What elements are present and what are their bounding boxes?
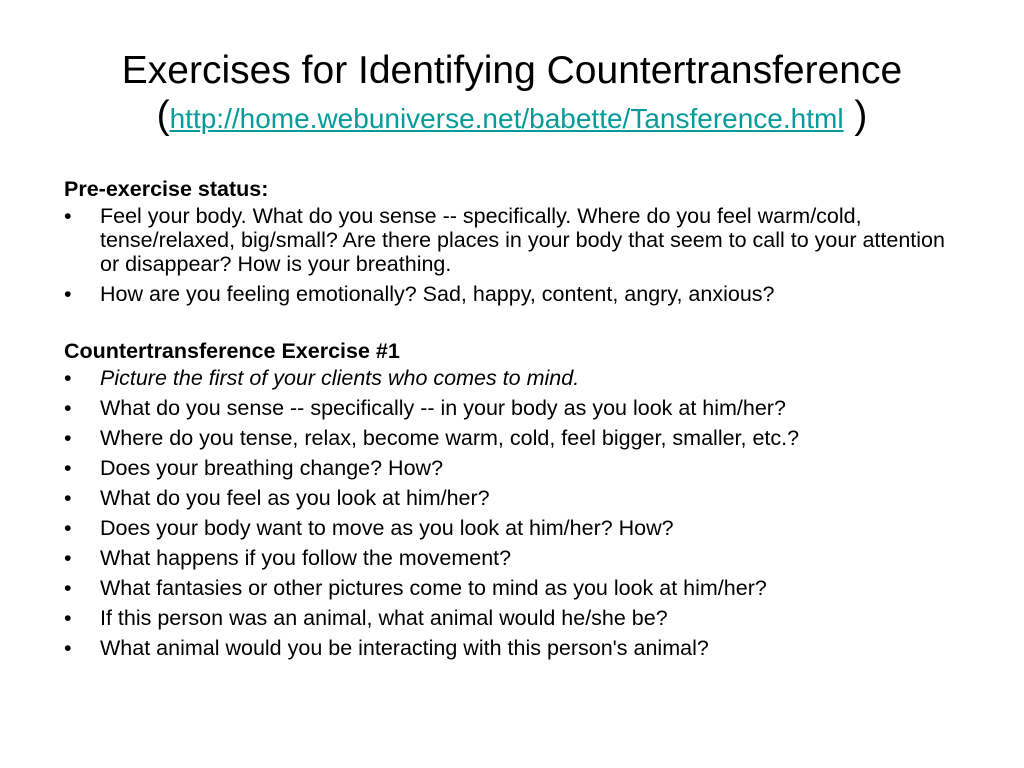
list-item-text: If this person was an animal, what animal would he/she be? [100,606,668,630]
bullet-icon: • [64,636,72,660]
list-item-text: Picture the first of your clients who comes to mind. [100,366,580,390]
list-item [64,366,964,390]
exercise-1-heading: Countertransference Exercise #1 [64,339,400,363]
list-item [64,516,964,540]
bullet-icon: • [64,426,72,450]
list-item-text: What animal would you be interacting with this person's animal? [100,636,709,660]
title-text: Exercises for Identifying Countertransference [121,49,903,92]
bullet-icon: • [64,456,72,480]
list-item [64,576,964,600]
list-item-text: Where do you tense, relax, become warm, cold, feel bigger, smaller, etc.? [100,426,800,450]
bullet-icon: • [64,282,72,306]
pre-exercise-section [64,174,964,306]
list-item [64,546,964,570]
open-paren: ( [156,94,170,137]
bullet-icon: • [64,606,72,630]
slide-body [64,174,964,666]
bullet-icon: • [64,546,72,570]
bullet-icon: • [64,486,72,510]
bullet-icon: • [64,366,72,390]
exercise-1-list [64,366,964,660]
list-item-text: Feel your body. What do you sense -- specifically. Where do you feel warm/cold, tense/relaxed, big/small? Are there places in your body that seem to call to your attention or disappear? How is your breathing. [100,204,945,276]
list-item [64,396,964,420]
list-item [64,636,964,660]
exercise-1-section [64,336,964,660]
list-item [64,606,964,630]
title-source-line [0,93,1024,141]
list-item [64,426,964,450]
bullet-icon: • [64,204,72,228]
list-item-text: What fantasies or other pictures come to mind as you look at him/her? [100,576,767,600]
list-item-text: What do you sense -- specifically -- in your body as you look at him/her? [100,396,786,420]
list-item [64,456,964,480]
list-item-text: What happens if you follow the movement? [100,546,512,570]
bullet-icon: • [64,516,72,540]
list-item-text: What do you feel as you look at him/her? [100,486,490,510]
list-item [64,486,964,510]
pre-exercise-list [64,204,964,306]
source-url-link[interactable]: http://home.webuniverse.net/babette/Tansference.html [169,103,844,134]
list-item [64,204,964,276]
bullet-icon: • [64,576,72,600]
list-item-text: Does your breathing change? How? [100,456,444,480]
pre-exercise-heading: Pre-exercise status: [64,177,269,201]
bullet-icon: • [64,396,72,420]
close-paren: ) [843,94,868,137]
list-item-text: Does your body want to move as you look at him/her? How? [100,516,674,540]
list-item-text: How are you feeling emotionally? Sad, happy, content, angry, anxious? [100,282,775,306]
list-item [64,282,964,306]
slide-title [0,48,1024,141]
